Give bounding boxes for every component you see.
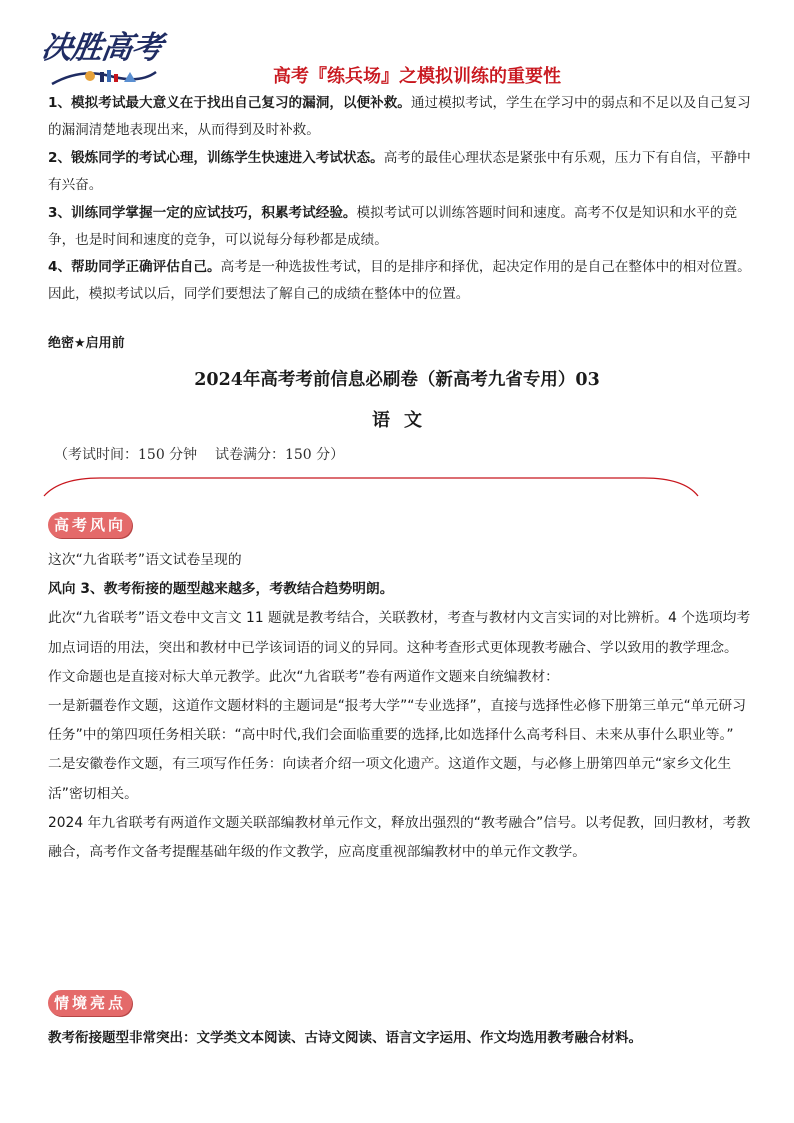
- point-3-text: 模拟考试可以训练答题时间和速度。高考不仅是知识和水平的竞争，也是时间和速度的竞争，可以说每分每秒都是成绩。: [48, 205, 738, 248]
- section-badge-highlights: 情境亮点: [48, 990, 132, 1016]
- confidential-label: 绝密★启用前: [48, 336, 125, 351]
- section-badge-trend: 高考风向: [48, 512, 132, 538]
- trend-line-2: 风向 3、教考衔接的题型越来越多，考教结合趋势明朗。: [48, 581, 394, 598]
- paper-title: 2024年高考考前信息必刷卷（新高考九省专用）03: [194, 370, 600, 390]
- point-4-text: 高考是一种选拔性考试，目的是排序和择优，起决定作用的是自己在整体中的相对位置。因此，模拟考试以后，同学们要想法了解自己的成绩在整体中的位置。: [48, 259, 751, 302]
- point-4: [48, 254, 754, 307]
- trend-line-7: 2024 年九省联考有两道作文题关联部编教材单元作文，释放出强烈的“教考融合”信号。以考促教，回归教材，考教融合，高考作文备考提醒基础年级的作文教学，应高度重视部编教材中的单元作文教学。: [48, 814, 751, 861]
- trend-line-1: 这次“九省联考”语文试卷呈现的: [48, 552, 242, 568]
- trend-line-3: 此次“九省联考”语文卷中文言文 11 题就是教考结合，关联教材，考查与教材内文言实词的对比辨析。4 个选项均考加点词语的用法，突出和教材中已学该词语的词义的异同。这种考查形式更体现教考融合、学以致用的教学理念。: [48, 610, 751, 656]
- trend-line-4: 作文命题也是直接对标大单元教学。此次“九省联考”卷有两道作文题来自统编教材：: [48, 668, 559, 685]
- point-3: [48, 200, 754, 253]
- point-1-lead: 1、模拟考试最大意义在于找出自己复习的漏洞，以便补救。: [48, 95, 411, 111]
- point-1-text: 通过模拟考试，学生在学习中的弱点和不足以及自己复习的漏洞清楚地表现出来，从而得到及时补救。: [48, 95, 751, 138]
- point-1: [48, 90, 754, 143]
- section-trend-body: [48, 546, 754, 867]
- decorative-arc: [40, 472, 704, 512]
- point-2: [48, 145, 754, 198]
- trend-line-6: 二是安徽卷作文题，有三项写作任务：向读者介绍一项文化遗产。这道作文题，与必修上册第四单元“家乡文化生活”密切相关。: [48, 756, 732, 802]
- point-2-lead: 2、锻炼同学的考试心理，训练学生快速进入考试状态。: [48, 150, 384, 166]
- exam-info: （考试时间：150 分钟 试卷满分：150 分）: [54, 447, 345, 463]
- point-4-lead: 4、帮助同学正确评估自己。: [48, 259, 221, 275]
- logo-text: 决胜高考: [38, 30, 165, 66]
- point-3-lead: 3、训练同学掌握一定的应试技巧，积累考试经验。: [48, 205, 357, 221]
- trend-line-5: 一是新疆卷作文题，这道作文题材料的主题词是“报考大学”“专业选择”，直接与选择性必修下册第三单元“单元研习任务”中的第四项任务相关联：“高中时代,我们会面临重要的选择,比如选择什么高考科目、未来从事什么职业等。”: [48, 698, 746, 744]
- point-2-text: 高考的最佳心理状态是紧张中有乐观，压力下有自信，平静中有兴奋。: [48, 150, 751, 193]
- intro-title: 高考『练兵场』之模拟训练的重要性: [273, 66, 561, 87]
- highlights-line: 教考衔接题型非常突出：文学类文本阅读、古诗文阅读、语言文字运用、作文均选用教考融合材料。: [48, 1030, 642, 1046]
- subject-title: 语文: [372, 410, 436, 431]
